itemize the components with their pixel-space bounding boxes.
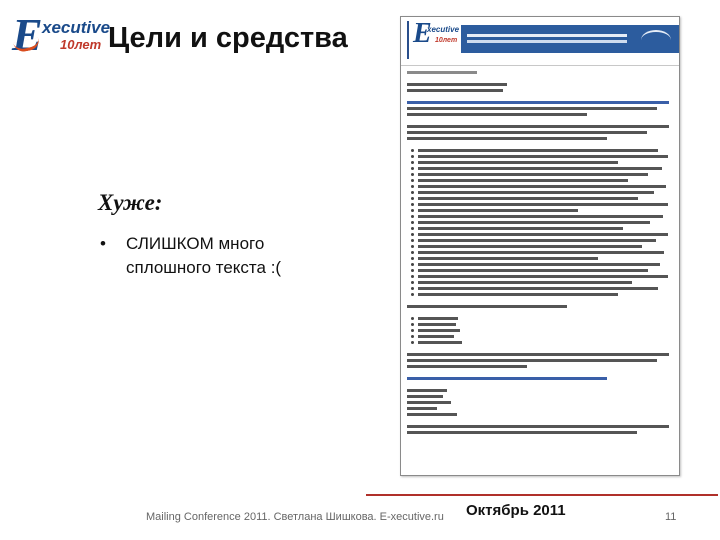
bullet-dot-icon bbox=[411, 335, 414, 338]
text-line bbox=[407, 359, 657, 362]
bullet-dot-icon bbox=[411, 245, 414, 248]
text-line bbox=[418, 257, 598, 260]
page-number: 11 bbox=[665, 511, 677, 523]
bullet-line bbox=[407, 149, 673, 152]
text-line bbox=[418, 293, 618, 296]
bullet-line bbox=[407, 191, 673, 194]
text-line bbox=[418, 251, 664, 254]
bullet-line bbox=[407, 281, 673, 284]
footer-date: Октябрь 2011 bbox=[466, 502, 566, 519]
bullet-line bbox=[407, 245, 673, 248]
bullet-line bbox=[407, 155, 673, 158]
text-line bbox=[418, 215, 663, 218]
bullet-line bbox=[407, 269, 673, 272]
bullet-dot-icon bbox=[411, 275, 414, 278]
bullet-dot-icon bbox=[411, 149, 414, 152]
text-line bbox=[407, 137, 607, 140]
bullet-dot-icon bbox=[411, 221, 414, 224]
text-line bbox=[418, 179, 628, 182]
bullet-line bbox=[407, 167, 673, 170]
text-line bbox=[418, 155, 668, 158]
bullet-line bbox=[407, 341, 673, 344]
text-line bbox=[418, 263, 660, 266]
text-line bbox=[407, 89, 503, 92]
gymnast-icon bbox=[641, 30, 671, 50]
text-line bbox=[418, 185, 666, 188]
newsletter-dense-text bbox=[407, 71, 673, 437]
text-line bbox=[418, 233, 668, 236]
footer-conference: Mailing Conference 2011. Светлана Шишкова. E-xecutive.ru bbox=[146, 511, 444, 523]
text-line bbox=[418, 245, 642, 248]
bullet-dot-icon bbox=[411, 317, 414, 320]
text-line bbox=[407, 413, 457, 416]
text-line bbox=[407, 131, 647, 134]
bullet-line bbox=[407, 323, 673, 326]
text-line bbox=[407, 395, 443, 398]
text-line bbox=[418, 269, 648, 272]
bullet-dot-icon bbox=[411, 341, 414, 344]
slide-subhead: Хуже: bbox=[98, 190, 163, 215]
bullet-dot-icon bbox=[411, 173, 414, 176]
bullet-dot-icon bbox=[411, 293, 414, 296]
text-line bbox=[418, 149, 658, 152]
text-line bbox=[407, 305, 567, 308]
bullet-dot-icon bbox=[411, 251, 414, 254]
text-line bbox=[418, 239, 656, 242]
bullet-dot-icon bbox=[411, 179, 414, 182]
bullet-line bbox=[407, 215, 673, 218]
bullet-line bbox=[407, 293, 673, 296]
bullet-line bbox=[407, 197, 673, 200]
text-line bbox=[418, 191, 654, 194]
text-line bbox=[418, 335, 454, 338]
bullet-line bbox=[407, 239, 673, 242]
bullet-line bbox=[407, 251, 673, 254]
newsletter-logo bbox=[407, 18, 460, 59]
text-line bbox=[407, 365, 527, 368]
text-line bbox=[418, 341, 462, 344]
logo-letter: E bbox=[12, 9, 43, 60]
bullet-dot-icon bbox=[411, 233, 414, 236]
text-line bbox=[407, 377, 607, 380]
text-line bbox=[418, 281, 632, 284]
text-line bbox=[407, 401, 451, 404]
text-line bbox=[407, 113, 587, 116]
text-line bbox=[407, 431, 637, 434]
bullet-marker: • bbox=[100, 234, 106, 253]
newsletter-screenshot bbox=[400, 16, 680, 476]
bullet-dot-icon bbox=[411, 167, 414, 170]
text-line bbox=[407, 71, 477, 74]
text-line bbox=[418, 161, 618, 164]
text-line bbox=[407, 101, 669, 104]
bullet-dot-icon bbox=[411, 191, 414, 194]
logo-years: 10лет bbox=[60, 37, 102, 52]
bullet-line bbox=[407, 227, 673, 230]
text-line bbox=[418, 203, 668, 206]
bullet-dot-icon bbox=[411, 197, 414, 200]
text-line bbox=[418, 197, 638, 200]
footer-rule bbox=[366, 494, 718, 496]
bullet-line bbox=[407, 161, 673, 164]
text-line bbox=[407, 389, 447, 392]
newsletter-logo-word: xecutive bbox=[427, 25, 460, 34]
text-line bbox=[407, 125, 669, 128]
bullet-dot-icon bbox=[411, 269, 414, 272]
newsletter-banner bbox=[461, 25, 679, 53]
bullet-line bbox=[407, 233, 673, 236]
bullet-line bbox=[407, 329, 673, 332]
bullet-dot-icon bbox=[411, 185, 414, 188]
bullet-dot-icon bbox=[411, 155, 414, 158]
bullet-line bbox=[407, 287, 673, 290]
newsletter-logo-years: 10лет bbox=[435, 37, 458, 44]
text-line bbox=[407, 407, 437, 410]
bullet-line bbox=[407, 185, 673, 188]
bullet-text: СЛИШКОМ много сплошного текста :( bbox=[126, 234, 282, 277]
bullet-line bbox=[407, 173, 673, 176]
bullet-dot-icon bbox=[411, 257, 414, 260]
bullet-line bbox=[407, 317, 673, 320]
text-line bbox=[407, 83, 507, 86]
text-line bbox=[418, 227, 623, 230]
text-line bbox=[407, 425, 669, 428]
bullet-line bbox=[407, 179, 673, 182]
bullet-dot-icon bbox=[411, 329, 414, 332]
bullet-dot-icon bbox=[411, 215, 414, 218]
bullet-line bbox=[407, 275, 673, 278]
logo-word: xecutive bbox=[42, 18, 111, 37]
text-line bbox=[418, 275, 668, 278]
newsletter-banner-text-lines bbox=[467, 34, 627, 37]
text-line bbox=[418, 209, 578, 212]
slide-title: Цели и средства bbox=[108, 22, 348, 54]
bullet-line bbox=[407, 209, 673, 212]
bullet-dot-icon bbox=[411, 209, 414, 212]
bullet-dot-icon bbox=[411, 281, 414, 284]
text-line bbox=[418, 167, 662, 170]
bullet-line bbox=[407, 203, 673, 206]
executive-logo bbox=[12, 9, 111, 60]
bullet-line bbox=[407, 335, 673, 338]
text-line bbox=[418, 221, 650, 224]
bullet-dot-icon bbox=[411, 323, 414, 326]
text-line bbox=[407, 353, 669, 356]
text-line bbox=[418, 323, 456, 326]
text-line bbox=[418, 173, 648, 176]
bullet-dot-icon bbox=[411, 161, 414, 164]
text-line bbox=[418, 317, 458, 320]
bullet-dot-icon bbox=[411, 227, 414, 230]
text-line bbox=[418, 329, 460, 332]
bullet-line bbox=[407, 263, 673, 266]
newsletter-logo-letter: E bbox=[413, 18, 432, 49]
bullet-dot-icon bbox=[411, 239, 414, 242]
bullet-dot-icon bbox=[411, 287, 414, 290]
bullet-line bbox=[407, 257, 673, 260]
text-line bbox=[418, 287, 658, 290]
bullet-line bbox=[407, 221, 673, 224]
bullet-dot-icon bbox=[411, 203, 414, 206]
newsletter-header bbox=[401, 17, 679, 66]
bullet-dot-icon bbox=[411, 263, 414, 266]
text-line bbox=[407, 107, 657, 110]
